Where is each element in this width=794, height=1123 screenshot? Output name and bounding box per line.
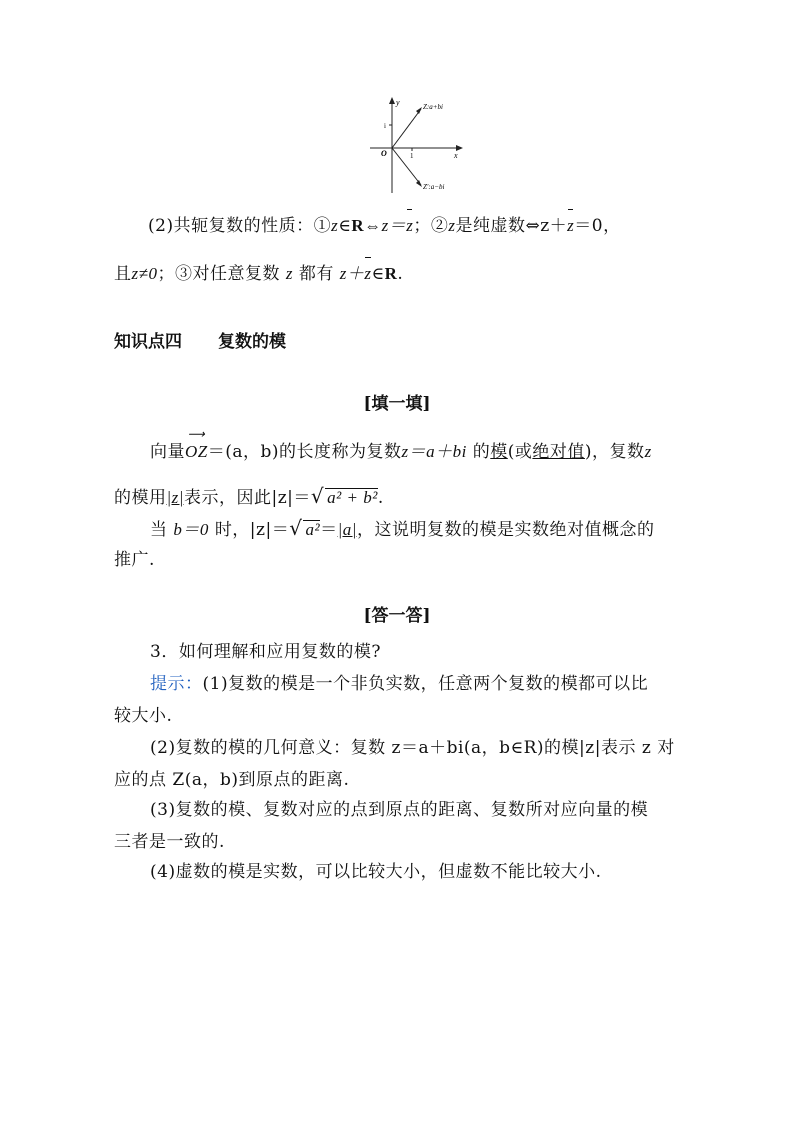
when-text: 当 bbox=[150, 520, 168, 540]
hint-label: 提示： bbox=[150, 674, 203, 694]
vector-zc-arrow-icon bbox=[416, 180, 422, 187]
period: . bbox=[397, 264, 404, 284]
fill-heading: [填一填] bbox=[363, 394, 431, 414]
fill-line-3 bbox=[150, 516, 654, 542]
iff-z: ⇔z＝ bbox=[364, 216, 407, 235]
z-bar: z bbox=[406, 214, 413, 238]
var-z: z bbox=[331, 216, 339, 235]
explain-text: ，这说明复数的模是实数绝对值概念的 bbox=[356, 520, 655, 540]
question-3: 3．如何理解和应用复数的模? bbox=[150, 642, 381, 662]
in-symbol-2: ∈ bbox=[371, 264, 385, 284]
z-bar-3: z bbox=[364, 262, 371, 286]
vector-z bbox=[392, 109, 421, 148]
vector-oz: ⟶ OZ bbox=[185, 427, 208, 461]
origin-label: O bbox=[381, 149, 387, 158]
complex-plane-figure bbox=[368, 95, 468, 195]
period-2: . bbox=[377, 488, 384, 508]
point-zc-label: Z′:a−bi bbox=[423, 183, 445, 191]
conjugate-intro: (2)共轭复数的性质：① bbox=[148, 216, 332, 236]
any-complex-text: ；③对任意复数 bbox=[157, 264, 280, 284]
z-plus: z＋ bbox=[339, 264, 365, 283]
var-z-4: z bbox=[644, 442, 652, 461]
section-heading bbox=[114, 330, 286, 354]
x-tick-label: 1 bbox=[410, 152, 414, 160]
therefore-text: 表示，因此|z|＝ bbox=[183, 488, 311, 508]
and-text: 且 bbox=[114, 264, 132, 284]
point-z-label: Z:a+bi bbox=[423, 103, 443, 111]
abs-a-blank: |a| bbox=[337, 520, 357, 539]
semicolon-2: ；② bbox=[413, 216, 449, 236]
hint-line-2b: 应的点 Z(a，b)到原点的距离. bbox=[114, 770, 350, 790]
var-z-3: z bbox=[285, 264, 293, 283]
hint-line-3b: 三者是一致的. bbox=[114, 832, 225, 852]
hint-line-1b: 较大小. bbox=[114, 706, 173, 726]
vector-arrow-icon: ⟶ bbox=[187, 427, 206, 441]
sqrt-a2-b2: a² + b² bbox=[327, 488, 378, 507]
sqrt-icon-2: √ bbox=[289, 516, 303, 540]
fill-line-2 bbox=[114, 484, 384, 510]
pure-imag-text: 是纯虚数⇔z＋ bbox=[455, 216, 568, 236]
hint-line-3: (3)复数的模、复数对应的点到原点的距离、复数所对应向量的模 bbox=[150, 800, 649, 820]
length-text: ＝(a，b)的长度称为复数 bbox=[207, 442, 402, 462]
conjugate-line-1 bbox=[148, 214, 621, 238]
z-bar-2: z bbox=[567, 214, 574, 238]
conjugate-line-2 bbox=[114, 262, 403, 286]
vector-z-arrow-icon bbox=[416, 107, 422, 114]
abs-z-blank: |z| bbox=[166, 488, 184, 507]
or-text: (或 bbox=[507, 442, 533, 462]
y-tick-label: i bbox=[384, 122, 386, 130]
fill-line-4: 推广. bbox=[114, 550, 155, 570]
fill-line-1 bbox=[150, 427, 652, 464]
b-zero: b＝0 bbox=[173, 520, 209, 539]
z-expression: z＝a＋bi bbox=[401, 442, 467, 461]
hint-line-2: (2)复数的模的几何意义：复数 z＝a＋bi(a，b∈R)的模|z|表示 z 对 bbox=[150, 738, 675, 758]
sqrt-a2: a² bbox=[305, 520, 321, 539]
vector-text: 向量 bbox=[150, 442, 185, 462]
notation-text: 的模用 bbox=[114, 488, 167, 508]
hint-line-1 bbox=[150, 672, 648, 696]
y-axis-label: y bbox=[396, 98, 400, 107]
eq-zero: ＝0， bbox=[574, 216, 621, 236]
sqrt-icon: √ bbox=[310, 484, 325, 508]
de-text: 的 bbox=[472, 442, 491, 462]
answer-heading: [答一答] bbox=[363, 606, 431, 626]
real-set-2: R bbox=[384, 264, 398, 283]
abs-blank: 绝对值 bbox=[532, 442, 585, 462]
z-neq-0: z≠0 bbox=[131, 264, 158, 283]
y-axis-arrow-icon bbox=[389, 97, 395, 104]
complex-text: )，复数 bbox=[584, 442, 645, 462]
var-z-2: z bbox=[448, 216, 456, 235]
modulus-blank: 模 bbox=[490, 442, 508, 462]
section-number: 知识点四 bbox=[114, 332, 182, 352]
x-axis-label: x bbox=[454, 151, 458, 160]
vector-z-conjugate bbox=[392, 148, 421, 185]
hint-line-4: (4)虚数的模是实数，可以比较大小，但虚数不能比较大小. bbox=[150, 862, 602, 882]
eq-text: ＝ bbox=[320, 520, 338, 540]
in-symbol: ∈ bbox=[338, 216, 352, 236]
abs-eq-text: 时，|z|＝ bbox=[214, 520, 290, 540]
real-set: R bbox=[351, 216, 365, 235]
all-text: 都有 bbox=[298, 264, 334, 284]
section-title: 复数的模 bbox=[218, 332, 286, 352]
hint-1: (1)复数的模是一个非负实数，任意两个复数的模都可以比 bbox=[202, 674, 649, 694]
